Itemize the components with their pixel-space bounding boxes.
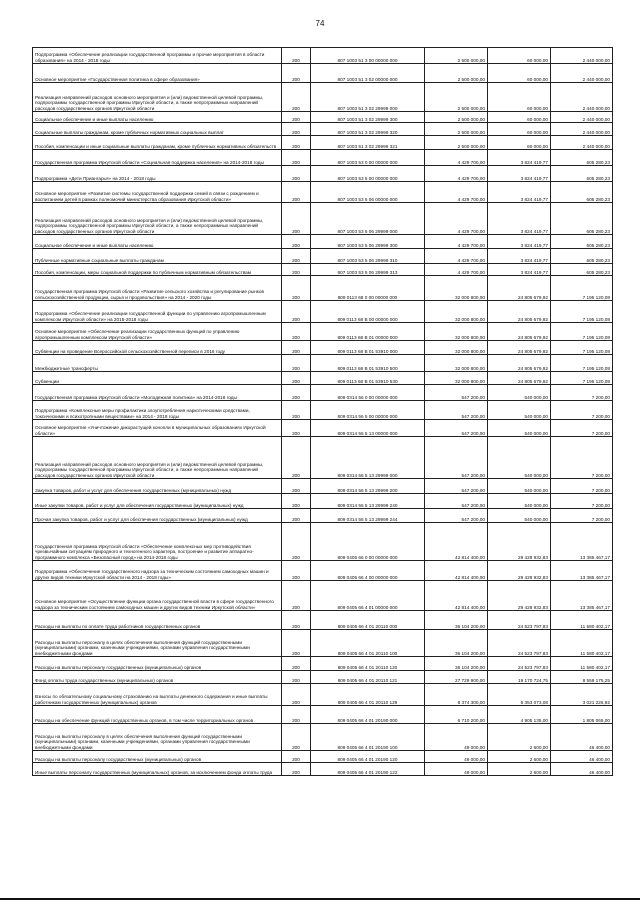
cell-code: 200: [282, 235, 311, 249]
cell-code: 200: [282, 724, 311, 751]
cell-csr: 809 0405 66 4 01 20110 120: [311, 657, 425, 671]
cell-csr: 809 0405 66 4 01 00000 000: [311, 581, 425, 611]
cell-b: 2 600,00: [488, 763, 551, 776]
cell-desc: Реализация направлений расходов основного мероприятия и (или) ведомственной целевой программы, подпрограммы государственной программы Иркутской области, а также непрограммных направлений расходов государственных органов Иркутской области: [33, 437, 282, 479]
cell-b: 2 600,00: [488, 724, 551, 751]
cell-code: 200: [282, 706, 311, 724]
cell-csr: 807 1003 51 3 00 00000 000: [311, 48, 425, 64]
table-row: [33, 235, 613, 249]
cell-a: 2 500 000,00: [425, 123, 488, 136]
cell-c: 8 559 175,25: [551, 671, 613, 684]
cell-code: 200: [282, 385, 311, 401]
cell-b: 24 805 679,92: [488, 355, 551, 372]
cell-csr: 809 0113 68 0 00 00000 000: [311, 276, 425, 301]
cell-csr: 809 0113 68 В 01 00000 000: [311, 323, 425, 341]
cell-desc: Межбюджетные трансферты: [33, 355, 282, 372]
table-row: [33, 150, 613, 166]
budget-table-body: [33, 48, 613, 776]
cell-b: 24 523 797,83: [488, 657, 551, 671]
cell-c: 2 440 000,00: [551, 123, 613, 136]
table-row: [33, 385, 613, 401]
cell-desc: Основное мероприятие «Осуществление функции органа государственной власти в сфере государственного надзора за техническим состоянием самоходных машин и других видов техники Иркутской области»: [33, 581, 282, 611]
cell-a: 32 000 800,00: [425, 355, 488, 372]
table-row: [33, 630, 613, 657]
cell-csr: 809 0405 66 4 01 20110 129: [311, 684, 425, 706]
cell-code: 200: [282, 136, 311, 150]
cell-csr: 807 1003 53 0 00 00000 000: [311, 150, 425, 166]
cell-desc: Расходы на выплаты персоналу государственных (муниципальных) органов: [33, 657, 282, 671]
cell-a: 27 729 900,00: [425, 671, 488, 684]
cell-a: 4 429 700,00: [425, 150, 488, 166]
cell-a: 547 200,00: [425, 479, 488, 494]
budget-table: [32, 47, 613, 776]
cell-desc: Государственная программа Иркутской области «Развитие сельского хозяйства и регулирование рынков сельскохозяйственной продукции, сырья и продовольствия» на 2014 - 2020 годы: [33, 276, 282, 301]
cell-c: 605 280,23: [551, 249, 613, 264]
cell-csr: 809 0314 56 0 00 00000 000: [311, 385, 425, 401]
cell-desc: Подпрограмма «Дети Приангарья» на 2014 - 2018 годы: [33, 166, 282, 182]
cell-a: 2 500 000,00: [425, 83, 488, 112]
cell-desc: Взносы по обязательному социальному страхованию на выплаты денежного содержания и иные выплаты работникам государственных (муниципальных) органов: [33, 684, 282, 706]
cell-desc: Подпрограмма «Обеспечение реализации государственной программы и прочие мероприятия в области образования» на 2014 - 2018 годы: [33, 48, 282, 64]
cell-a: 42 814 400,00: [425, 581, 488, 611]
cell-csr: 807 1003 53 5 06 00000 000: [311, 182, 425, 203]
cell-c: 2 440 000,00: [551, 112, 613, 123]
table-row: [33, 420, 613, 437]
cell-csr: 807 1003 53 5 00 00000 000: [311, 166, 425, 182]
cell-code: 200: [282, 401, 311, 420]
cell-a: 49 000,00: [425, 751, 488, 763]
cell-code: 200: [282, 657, 311, 671]
cell-desc: Социальное обеспечение и иные выплаты населению: [33, 112, 282, 123]
cell-a: 547 200,00: [425, 385, 488, 401]
cell-desc: Расходы на выплаты персоналу в целях обеспечения выполнения функций государственными (муниципальными) органами, казенными учреждениями, органами управления государственными внебюджетными фондами: [33, 630, 282, 657]
cell-csr: 807 1003 53 5 06 29999 313: [311, 264, 425, 276]
cell-desc: Расходы на обеспечение функций государственных органов, в том числе территориальных органов: [33, 706, 282, 724]
cell-c: 13 385 467,17: [551, 561, 613, 581]
cell-b: 29 428 932,83: [488, 523, 551, 561]
cell-b: 19 170 724,75: [488, 671, 551, 684]
cell-b: 540 000,00: [488, 401, 551, 420]
cell-desc: Основное мероприятие «Уничтожение дикорастущей конопли в муниципальных образованиях Иркутской области»: [33, 420, 282, 437]
cell-desc: Расходы на выплаты по оплате труда работников государственных органов: [33, 611, 282, 630]
cell-code: 200: [282, 581, 311, 611]
cell-c: 7 195 120,08: [551, 355, 613, 372]
page-number: 74: [315, 19, 325, 28]
cell-csr: 807 1003 51 3 02 29999 321: [311, 136, 425, 150]
table-row: [33, 182, 613, 203]
cell-b: 24 805 679,92: [488, 341, 551, 355]
cell-c: 7 195 120,08: [551, 372, 613, 385]
cell-b: 540 000,00: [488, 420, 551, 437]
cell-desc: Подпрограмма «Обеспечение государственного надзора за техническим состоянием самоходных машин и других видов техники Иркутской области на 2014 - 2018 годы»: [33, 561, 282, 581]
cell-code: 200: [282, 48, 311, 64]
cell-desc: Иные закупки товаров, работ и услуг для обеспечения государственных (муниципальных) нужд: [33, 494, 282, 509]
table-row: [33, 64, 613, 83]
table-row: [33, 494, 613, 509]
cell-a: 2 500 000,00: [425, 48, 488, 64]
cell-csr: 807 1003 53 5 06 29999 300: [311, 235, 425, 249]
cell-b: 3 824 419,77: [488, 150, 551, 166]
table-row: [33, 112, 613, 123]
cell-c: 11 580 402,17: [551, 611, 613, 630]
cell-c: 7 200,00: [551, 494, 613, 509]
cell-a: 4 429 700,00: [425, 182, 488, 203]
table-row: [33, 724, 613, 751]
cell-desc: Социальные выплаты гражданам, кроме публичных нормативных социальных выплат: [33, 123, 282, 136]
cell-code: 200: [282, 83, 311, 112]
cell-a: 32 000 800,00: [425, 323, 488, 341]
cell-code: 200: [282, 509, 311, 523]
table-row: [33, 323, 613, 341]
cell-desc: Субвенции: [33, 372, 282, 385]
cell-csr: 809 0314 56 5 13 29999 000: [311, 437, 425, 479]
cell-a: 49 000,00: [425, 724, 488, 751]
cell-desc: Пособия, компенсации, меры социальной поддержки по публичным нормативным обязательствам: [33, 264, 282, 276]
cell-c: 2 440 000,00: [551, 136, 613, 150]
cell-desc: Закупка товаров, работ и услуг для обеспечения государственных (муниципальных) нужд: [33, 479, 282, 494]
cell-csr: 809 0405 66 4 00 00000 000: [311, 561, 425, 581]
cell-c: 605 280,23: [551, 203, 613, 235]
cell-code: 200: [282, 355, 311, 372]
cell-a: 4 429 700,00: [425, 166, 488, 182]
cell-code: 200: [282, 182, 311, 203]
cell-csr: 809 0314 56 5 13 29999 240: [311, 494, 425, 509]
cell-code: 200: [282, 123, 311, 136]
cell-csr: 807 1003 51 3 02 00000 000: [311, 64, 425, 83]
cell-a: 547 200,00: [425, 437, 488, 479]
cell-b: 24 805 679,92: [488, 301, 551, 323]
cell-a: 42 814 400,00: [425, 561, 488, 581]
cell-code: 200: [282, 479, 311, 494]
cell-c: 7 195 120,08: [551, 323, 613, 341]
cell-csr: 809 0113 68 В 00 00000 000: [311, 301, 425, 323]
cell-c: 13 385 467,17: [551, 581, 613, 611]
cell-c: 11 580 402,17: [551, 657, 613, 671]
cell-c: 2 440 000,00: [551, 83, 613, 112]
cell-b: 60 000,00: [488, 48, 551, 64]
cell-a: 4 429 700,00: [425, 264, 488, 276]
cell-csr: 809 0405 66 4 01 20190 120: [311, 751, 425, 763]
cell-desc: Публичные нормативные социальные выплаты гражданам: [33, 249, 282, 264]
cell-code: 200: [282, 751, 311, 763]
cell-code: 200: [282, 684, 311, 706]
table-row: [33, 341, 613, 355]
cell-desc: Пособия, компенсации и иные социальные выплаты гражданам, кроме публичных нормативных обязательств: [33, 136, 282, 150]
cell-a: 36 104 200,00: [425, 611, 488, 630]
cell-code: 200: [282, 64, 311, 83]
cell-b: 29 428 932,83: [488, 561, 551, 581]
cell-desc: Подпрограмма «Комплексные меры профилактики злоупотребления наркотическими средствами, токсическими и психотропными веществами» на 2014 - 2018 годы: [33, 401, 282, 420]
table-row: [33, 48, 613, 64]
cell-code: 200: [282, 630, 311, 657]
table-row: [33, 763, 613, 776]
cell-a: 4 429 700,00: [425, 249, 488, 264]
cell-csr: 809 0314 56 5 13 00000 000: [311, 420, 425, 437]
cell-c: 7 200,00: [551, 437, 613, 479]
cell-c: 7 200,00: [551, 479, 613, 494]
cell-b: 3 824 419,77: [488, 166, 551, 182]
cell-b: 540 000,00: [488, 509, 551, 523]
cell-code: 200: [282, 523, 311, 561]
cell-a: 2 500 000,00: [425, 64, 488, 83]
cell-code: 200: [282, 323, 311, 341]
cell-c: 7 195 120,08: [551, 301, 613, 323]
cell-code: 200: [282, 203, 311, 235]
table-row: [33, 751, 613, 763]
table-row: [33, 401, 613, 420]
cell-csr: 807 1003 51 3 02 29999 320: [311, 123, 425, 136]
cell-code: 200: [282, 264, 311, 276]
cell-a: 32 000 800,00: [425, 341, 488, 355]
cell-c: 7 200,00: [551, 420, 613, 437]
cell-b: 5 353 073,08: [488, 684, 551, 706]
cell-code: 200: [282, 112, 311, 123]
cell-code: 200: [282, 341, 311, 355]
table-row: [33, 437, 613, 479]
cell-code: 200: [282, 561, 311, 581]
cell-b: 540 000,00: [488, 494, 551, 509]
table-row: [33, 372, 613, 385]
cell-c: 7 195 120,08: [551, 276, 613, 301]
cell-a: 4 429 700,00: [425, 203, 488, 235]
table-row: [33, 276, 613, 301]
table-row: [33, 671, 613, 684]
cell-desc: Реализация направлений расходов основного мероприятия и (или) ведомственной целевой программы, подпрограммы государственной программы Иркутской области, а также непрограммных направлений расходов государственных органов Иркутской области: [33, 203, 282, 235]
cell-c: 7 195 120,08: [551, 341, 613, 355]
cell-a: 547 200,00: [425, 494, 488, 509]
cell-c: 13 385 467,17: [551, 523, 613, 561]
table-row: [33, 166, 613, 182]
table-row: [33, 523, 613, 561]
cell-csr: 809 0314 56 5 00 00000 000: [311, 401, 425, 420]
cell-a: 547 200,00: [425, 401, 488, 420]
cell-b: 24 523 797,83: [488, 630, 551, 657]
cell-csr: 809 0314 56 5 13 29999 244: [311, 509, 425, 523]
cell-code: 200: [282, 372, 311, 385]
cell-b: 24 805 679,92: [488, 372, 551, 385]
cell-b: 24 805 679,92: [488, 323, 551, 341]
cell-code: 200: [282, 611, 311, 630]
table-row: [33, 561, 613, 581]
cell-csr: 809 0405 66 4 01 20110 100: [311, 630, 425, 657]
cell-desc: Фонд оплаты труда государственных (муниципальных) органов: [33, 671, 282, 684]
cell-c: 46 400,00: [551, 763, 613, 776]
table-row: [33, 301, 613, 323]
cell-a: 2 500 000,00: [425, 136, 488, 150]
cell-c: 605 280,23: [551, 182, 613, 203]
cell-c: 2 440 000,00: [551, 48, 613, 64]
cell-csr: 809 0405 66 0 00 00000 000: [311, 523, 425, 561]
cell-csr: 807 1003 53 5 06 29999 310: [311, 249, 425, 264]
table-row: [33, 684, 613, 706]
cell-b: 60 000,00: [488, 136, 551, 150]
cell-a: 547 200,00: [425, 509, 488, 523]
cell-a: 2 500 000,00: [425, 112, 488, 123]
table-row: [33, 706, 613, 724]
table-row: [33, 264, 613, 276]
cell-a: 36 104 200,00: [425, 630, 488, 657]
cell-csr: 807 1003 53 5 06 29999 000: [311, 203, 425, 235]
cell-b: 3 824 419,77: [488, 203, 551, 235]
cell-desc: Расходы на выплаты персоналу в целях обеспечения выполнения функций государственными (муниципальными) органами, казенными учреждениями, органами управления государственными внебюджетными фондами: [33, 724, 282, 751]
cell-code: 200: [282, 301, 311, 323]
table-row: [33, 249, 613, 264]
cell-csr: 809 0314 56 5 13 29999 200: [311, 479, 425, 494]
table-row: [33, 136, 613, 150]
cell-desc: Социальное обеспечение и иные выплаты населению: [33, 235, 282, 249]
cell-c: 2 440 000,00: [551, 64, 613, 83]
cell-desc: Государственная программа Иркутской области «Молодежная политика» на 2014-2018 годы: [33, 385, 282, 401]
cell-desc: Реализация направлений расходов основного мероприятия и (или) ведомственной целевой программы, подпрограммы государственной программы Иркутской области, а также непрограммных направлений расходов государственных органов Иркутской области: [33, 83, 282, 112]
table-row: [33, 355, 613, 372]
cell-desc: Государственная программа Иркутской области «Обеспечение комплексных мер противодействия чрезвычайным ситуациям природного и техногенного характера, построение и развитие аппаратно-программного комплекса «Безопасный город» на 2014-2018 годы: [33, 523, 282, 561]
cell-code: 200: [282, 420, 311, 437]
table-row: [33, 479, 613, 494]
cell-b: 540 000,00: [488, 479, 551, 494]
bottom-rule: [0, 898, 640, 900]
cell-c: 46 400,00: [551, 751, 613, 763]
table-row: [33, 657, 613, 671]
table-row: [33, 123, 613, 136]
cell-code: 200: [282, 763, 311, 776]
cell-c: 7 200,00: [551, 401, 613, 420]
cell-desc: Государственная программа Иркутской области «Социальная поддержка населения» на 2014-2018 годы: [33, 150, 282, 166]
cell-code: 200: [282, 150, 311, 166]
cell-code: 200: [282, 276, 311, 301]
cell-desc: Подпрограмма «Обеспечение реализации государственной функции по управлению агропромышленным комплексом Иркутской области» на 2015-2018 годы: [33, 301, 282, 323]
cell-code: 200: [282, 494, 311, 509]
table-row: [33, 509, 613, 523]
cell-csr: 809 0405 66 4 01 20190 100: [311, 724, 425, 751]
cell-b: 3 824 419,77: [488, 264, 551, 276]
cell-b: 540 000,00: [488, 385, 551, 401]
table-row: [33, 83, 613, 112]
cell-a: 49 000,00: [425, 763, 488, 776]
cell-a: 32 000 800,00: [425, 372, 488, 385]
cell-desc: Основное мероприятие «Государственная политика в сфере образования»: [33, 64, 282, 83]
cell-code: 200: [282, 249, 311, 264]
cell-desc: Субвенции на проведение Всероссийской сельскохозяйственной переписи в 2016 году: [33, 341, 282, 355]
cell-csr: 809 0113 68 В 01 53910 000: [311, 341, 425, 355]
cell-a: 32 000 800,00: [425, 276, 488, 301]
cell-c: 11 580 402,17: [551, 630, 613, 657]
table-row: [33, 203, 613, 235]
cell-c: 605 280,23: [551, 264, 613, 276]
cell-a: 32 000 800,00: [425, 301, 488, 323]
cell-a: 4 429 700,00: [425, 235, 488, 249]
cell-a: 8 374 300,00: [425, 684, 488, 706]
cell-c: 7 200,00: [551, 509, 613, 523]
cell-b: 60 000,00: [488, 112, 551, 123]
cell-c: 605 280,23: [551, 235, 613, 249]
cell-desc: Иные выплаты персоналу государственных (муниципальных) органов, за исключением фонда оплаты труда: [33, 763, 282, 776]
cell-b: 2 600,00: [488, 751, 551, 763]
cell-c: 3 021 226,92: [551, 684, 613, 706]
table-row: [33, 581, 613, 611]
cell-b: 3 824 419,77: [488, 182, 551, 203]
cell-desc: Основное мероприятие «Обеспечение реализации государственных функций по управлению агропромышленным комплексом Иркутской области»: [33, 323, 282, 341]
cell-csr: 807 1003 51 3 02 29999 300: [311, 112, 425, 123]
cell-b: 24 805 679,92: [488, 276, 551, 301]
cell-desc: Расходы на выплаты персоналу государственных (муниципальных) органов: [33, 751, 282, 763]
cell-csr: 807 1003 51 3 02 29999 000: [311, 83, 425, 112]
cell-b: 3 824 419,77: [488, 249, 551, 264]
table-row: [33, 611, 613, 630]
cell-c: 46 400,00: [551, 724, 613, 751]
cell-csr: 809 0113 68 В 01 53910 530: [311, 372, 425, 385]
cell-b: 24 523 797,83: [488, 611, 551, 630]
cell-c: 7 200,00: [551, 385, 613, 401]
cell-csr: 809 0405 66 4 01 20190 000: [311, 706, 425, 724]
cell-desc: Прочая закупка товаров, работ и услуг для обеспечения государственных (муниципальных) нужд: [33, 509, 282, 523]
cell-b: 540 000,00: [488, 437, 551, 479]
cell-a: 36 104 200,00: [425, 657, 488, 671]
cell-b: 29 428 932,83: [488, 581, 551, 611]
cell-a: 42 814 400,00: [425, 523, 488, 561]
cell-a: 6 710 200,00: [425, 706, 488, 724]
cell-b: 60 000,00: [488, 64, 551, 83]
cell-b: 60 000,00: [488, 83, 551, 112]
cell-c: 605 280,23: [551, 150, 613, 166]
cell-b: 60 000,00: [488, 123, 551, 136]
cell-csr: 809 0405 66 4 01 20190 122: [311, 763, 425, 776]
cell-csr: 809 0405 66 4 01 20110 000: [311, 611, 425, 630]
cell-desc: Основное мероприятие «Развитие системы государственной поддержки семей в связи с рождением и воспитанием детей в рамках полномочий министерства образования Иркутской области»: [33, 182, 282, 203]
cell-b: 3 824 419,77: [488, 235, 551, 249]
cell-code: 200: [282, 166, 311, 182]
cell-a: 547 200,00: [425, 420, 488, 437]
cell-code: 200: [282, 671, 311, 684]
cell-b: 4 905 135,00: [488, 706, 551, 724]
cell-csr: 809 0405 66 4 01 20110 121: [311, 671, 425, 684]
cell-code: 200: [282, 437, 311, 479]
cell-c: 605 280,23: [551, 166, 613, 182]
cell-csr: 809 0113 68 В 01 53910 500: [311, 355, 425, 372]
cell-c: 1 805 065,00: [551, 706, 613, 724]
